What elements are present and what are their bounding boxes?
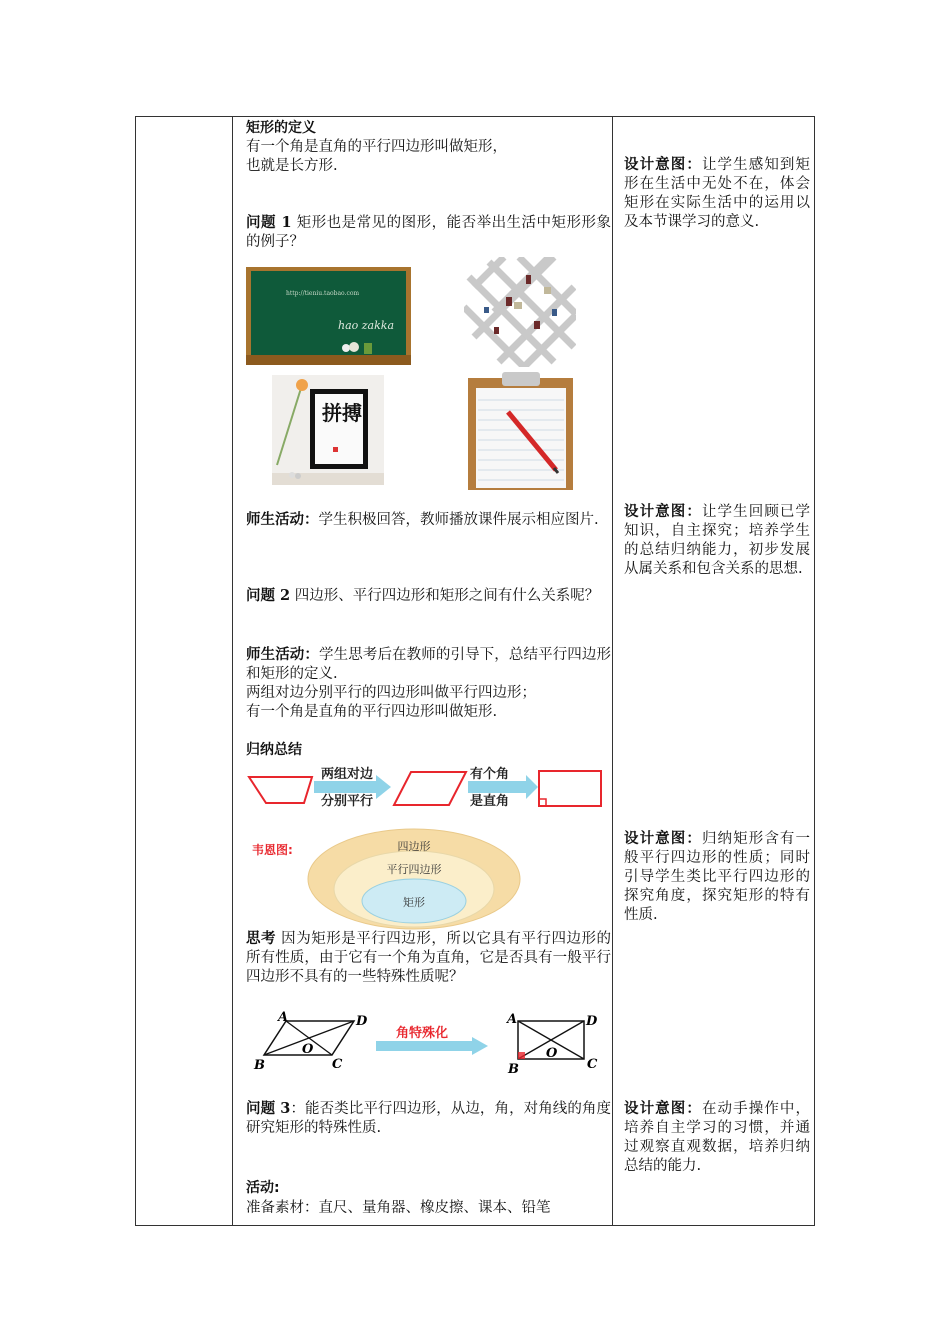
think-label: 思考 xyxy=(246,930,277,947)
activity-3-text: 准备素材：直尺、量角器、橡皮擦、课本、铅笔 xyxy=(246,1200,551,1216)
label-o-1: O xyxy=(302,1042,314,1057)
design-intent-1-text: 让学生感知到矩形在生活中无处不在，体会矩形在实际生活中的运用以及本节课学习的意义. xyxy=(624,157,811,230)
photo-clipboard xyxy=(468,372,573,490)
activity-1-text: 学生积极回答，教师播放课件展示相应图片. xyxy=(318,512,599,528)
design-intent-2-text: 让学生回顾已学知识，自主探究；培养学生的总结归纳能力，初步发展从属关系和包含关系的思想. xyxy=(624,504,811,577)
activity-2-text: 学生思考后在教师的引导下，总结平行四边形和矩形的定义. xyxy=(246,647,612,682)
activity-2-label: 师生活动： xyxy=(246,646,320,663)
design-intent-4 xyxy=(624,1099,810,1176)
label-a-2: A xyxy=(507,1012,518,1027)
think-text: 因为矩形是平行四边形，所以它具有平行四边形的所有性质，由于它有一个角为直角，它是否具有一般平行四边形不具有的一些特殊性质呢？ xyxy=(246,931,612,985)
activity-3-label: 活动: xyxy=(246,1180,280,1196)
content-column xyxy=(242,117,615,1225)
design-intent-3-text: 归纳矩形含有一般平行四边形的性质；同时引导学生类比平行四边形的探究角度，探究矩形的特有性质. xyxy=(624,831,811,923)
question-1-text: 矩形也是常见的图形，能否举出生活中矩形形象的例子？ xyxy=(246,215,611,250)
label-b-2: B xyxy=(508,1062,519,1077)
question-3-text: ：能否类比平行四边形，从边，角，对角线的角度研究矩形的特殊性质. xyxy=(246,1101,612,1136)
flow-arrow-1 xyxy=(314,781,376,793)
design-intent-1-label: 设计意图： xyxy=(624,156,702,173)
label-b-1: B xyxy=(254,1058,265,1073)
label-d-2: D xyxy=(586,1014,598,1029)
venn-diagram xyxy=(246,823,606,931)
flow-label-2b: 是直角 xyxy=(470,794,510,809)
rectangle-shape xyxy=(539,771,601,806)
flow-label-1b: 分别平行 xyxy=(321,794,374,809)
frame-caption-1: 拼搏 xyxy=(322,401,362,425)
flow-label-1a: 两组对边 xyxy=(321,767,374,782)
column-divider-1 xyxy=(232,117,233,1225)
activity-2 xyxy=(246,645,611,684)
photo-chalkboard xyxy=(246,267,411,365)
flow-label-2a: 有个角 xyxy=(470,767,510,782)
summary-heading: 归纳总结 xyxy=(246,742,302,758)
venn-outer-label: 四边形 xyxy=(397,840,431,853)
geometry-figure xyxy=(246,1009,606,1079)
design-intent-3 xyxy=(624,829,810,925)
design-intent-2-label: 设计意图： xyxy=(624,503,702,520)
svg-text:http://tieniu.taobao.com: http://tieniu.taobao.com xyxy=(286,290,360,297)
design-intent-4-text: 在动手操作中，培养自主学习的习惯，并通过观察直观数据，培养归纳总结的能力. xyxy=(624,1101,811,1174)
question-3 xyxy=(246,1099,611,1138)
activity-2-line-2: 两组对边分别平行的四边形叫做平行四边形； xyxy=(246,685,536,701)
question-2-label: 问题 2 xyxy=(246,587,291,604)
venn-inner-label: 矩形 xyxy=(403,896,425,909)
label-d-1: D xyxy=(356,1014,368,1029)
label-o-2: O xyxy=(546,1046,558,1061)
special-arrow xyxy=(376,1041,472,1051)
design-intent-column xyxy=(620,117,814,1225)
flow-arrow-2 xyxy=(468,781,526,793)
shape-flow-diagram xyxy=(246,765,606,813)
venn-label: 韦恩图: xyxy=(252,843,293,857)
label-a-1: A xyxy=(278,1010,289,1025)
think-paragraph xyxy=(246,929,611,987)
label-c-2: C xyxy=(587,1057,598,1072)
activity-2-line-3: 有一个角是直角的平行四边形叫做矩形. xyxy=(246,704,498,720)
design-intent-2 xyxy=(624,502,810,579)
label-c-1: C xyxy=(332,1057,343,1072)
activity-1-label: 师生活动： xyxy=(246,511,319,528)
definition-line-2: 也就是长方形. xyxy=(246,158,338,174)
venn-middle-label: 平行四边形 xyxy=(386,863,442,876)
activity-1 xyxy=(246,510,611,530)
design-intent-3-label: 设计意图： xyxy=(624,830,702,847)
question-2-text: 四边形、平行四边形和矩形之间有什么关系呢？ xyxy=(290,588,600,604)
question-1 xyxy=(246,213,611,252)
lesson-table xyxy=(135,116,815,1226)
question-2 xyxy=(246,586,611,606)
parallelogram-shape xyxy=(394,772,466,805)
definition-line-1: 有一个角是直角的平行四边形叫做矩形， xyxy=(246,139,507,155)
question-1-label: 问题 1 xyxy=(246,214,292,231)
design-intent-1 xyxy=(624,155,810,232)
definition-heading: 矩形的定义 xyxy=(246,120,316,136)
photo-bookshelf xyxy=(464,257,576,367)
special-arrow-label: 角特殊化 xyxy=(396,1026,449,1041)
design-intent-4-label: 设计意图： xyxy=(624,1100,702,1117)
question-3-label: 问题 3 xyxy=(246,1100,291,1117)
photo-frame xyxy=(272,375,384,485)
quadrilateral-shape xyxy=(249,777,312,803)
board-caption: hao zakka xyxy=(338,319,395,332)
